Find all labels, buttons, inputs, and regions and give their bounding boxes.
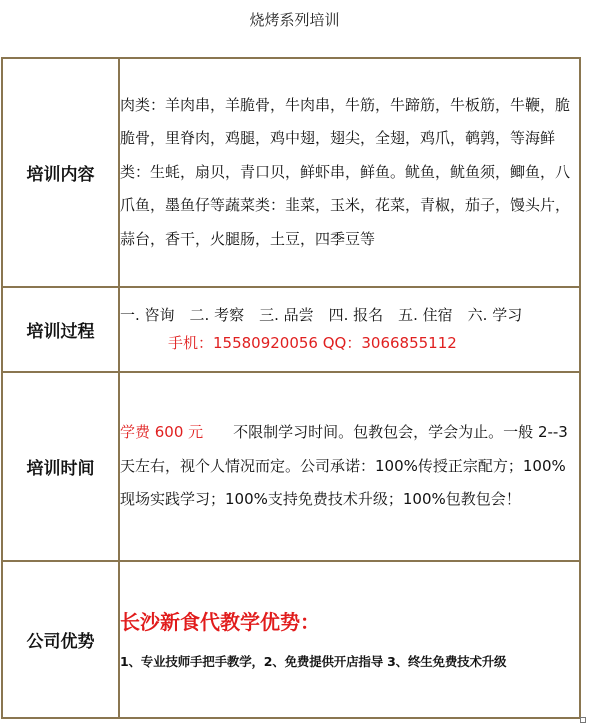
page-title: 烧烤系列培训 [249, 11, 340, 29]
tuition-fee: 学费 600 元 [120, 423, 204, 442]
training-content-body: 肉类：羊肉串，羊脆骨，牛肉串，牛筋，牛蹄筋，牛板筋，牛鞭，脆脆骨，里脊肉，鸡腿，鸡中翅，翅尖，全翅，鸡爪，鹌鹑，等海鲜类：生蚝，扇贝，青口贝，鲜虾串，鲜鱼。鱿鱼，鱿鱼须，鲫鱼，八爪鱼，墨鱼仔等蔬菜类：韭菜，玉米，花菜，青椒，茄子，馒头片，蒜台，香干，火腿肠，土豆，四季豆等 [120, 95, 571, 248]
contact-phone-qq: 手机：15580920056 QQ：3066855112 [168, 333, 457, 352]
training-time-cell [119, 372, 580, 561]
training-time-text: 不限制学习时间。包教包会，学会为止。一般 2--3 天左右，视个人情况而定。公司承诺：100%传授正宗配方；100%现场实践学习；100%支持免费技术升级；100%包教包会！ [120, 423, 568, 509]
resize-handle-icon[interactable] [580, 717, 586, 723]
advantage-headline: 长沙新食代教学优势： [120, 610, 320, 635]
row-label-content: 培训内容 [2, 58, 119, 287]
process-steps: 一. 咨询 二. 考察 三. 品尝 四. 报名 五. 住宿 六. 学习 [120, 305, 523, 324]
row-label-process: 培训过程 [2, 287, 119, 372]
row-label-advantage: 公司优势 [2, 561, 119, 718]
company-advantage-cell [119, 561, 580, 718]
row-label-time: 培训时间 [2, 372, 119, 561]
training-content-text [119, 58, 580, 287]
advantage-detail: 1、专业技师手把手教学，2、免费提供开店指导 3、终生免费技术升级 [120, 654, 507, 670]
training-process-cell [119, 287, 580, 372]
training-info-table [1, 57, 581, 719]
